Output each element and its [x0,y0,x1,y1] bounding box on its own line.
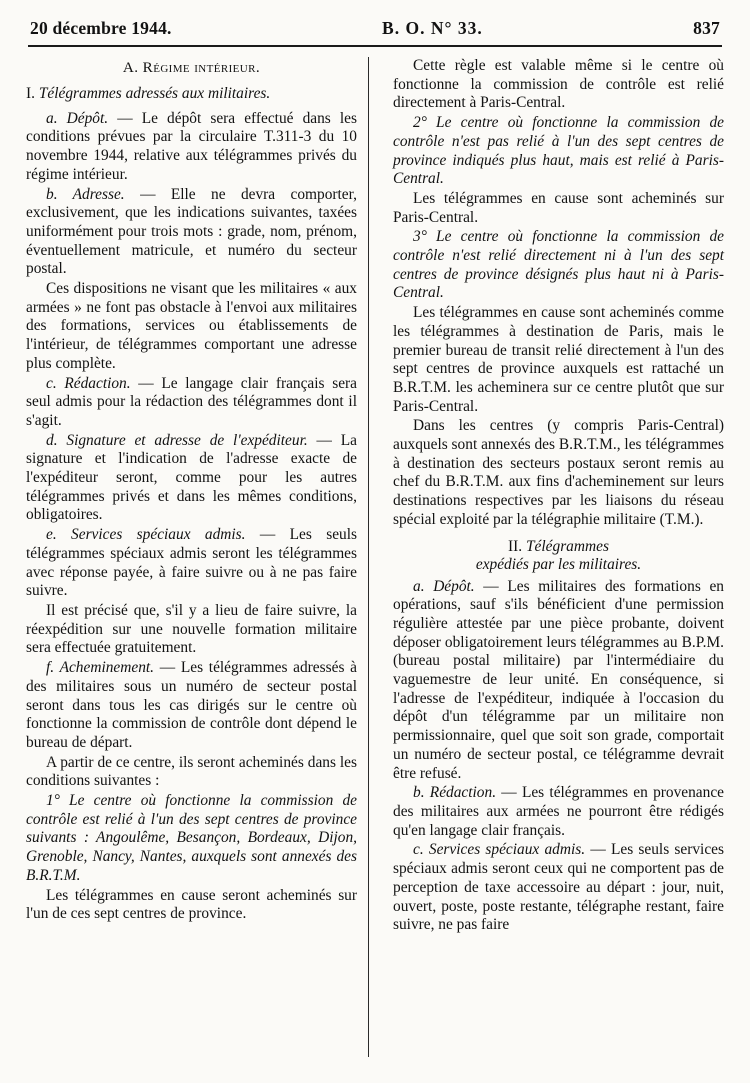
paragraph-b-adresse: b. Adresse. — Elle ne devra comporter, exclusivement, que les indications suivantes, taxées uniformément pour trois mots : grade, nom, prénom, éventuellement matricule, et numéro du secteur postal. [26,185,357,278]
paragraph-ii-b-redaction: b. Rédaction. — Les télégrammes en provenance des militaires aux armées ne pourront être rédigés qu'en langage clair français. [393,784,724,839]
part-title-ii-line2: expédiés par les militaires. [475,556,642,574]
part-heading-ii [393,538,724,575]
page-header [26,18,724,43]
paragraph-ii-a-depot: a. Dépôt. — Les militaires des formations en opérations, sauf s'ils bénéficient d'une permission régulière attestée par une pièce probante, doivent déposer obligatoirement leurs télégrammes au B.P.M. (bureau postal militaire) par l'intermédiaire du vaguemestre de leur unité. En conséquence, si l'adresse de l'expéditeur, indiquée à l'occasion du dépôt d'un télégramme par un militaire non permissionnaire, quel que soit son grade, comportait un numéro de secteur postal, ce télégramme devrait être refusé. [393,577,724,782]
paragraph-conditions-intro: A partir de ce centre, ils seront acheminés dans les conditions suivantes : [26,753,357,790]
paragraph-case-2: 2° Le centre où fonctionne la commission de contrôle n'est pas relié à l'un des sept centres de province indiqués plus haut, mais est relié à Paris-Central. [393,114,724,188]
paragraph-case-1-result: Les télégrammes en cause seront acheminés sur l'un de ces sept centres de province. [26,886,357,923]
paragraph-case-3-result: Les télégrammes en cause sont acheminés comme les télégrammes à destination de Paris, mais le premier bureau de transit relié directement à l'un des sept centres de province auxquels est rattaché un B.R.T.M. les acheminera sur ce centre plutôt que sur Paris-Central. [393,304,724,415]
paragraph-reexpedition: Il est précisé que, s'il y a lieu de faire suivre, la réexpédition sur une nouvelle formation militaire sera effectuée gratuitement. [26,601,357,657]
paragraph-case-3: 3° Le centre où fonctionne la commission de contrôle n'est relié directement ni à l'un des sept centres de province désignés plus haut ni à Paris-Central. [393,228,724,302]
header-date: 20 décembre 1944. [30,18,172,38]
section-title-regime-interieur: A. Régime intérieur. [122,59,261,76]
paragraph-dispositions: Ces dispositions ne visant que les militaires « aux armées » ne font pas obstacle à l'envoi aux militaires des formations, services ou établissements de l'intérieur, de télégrammes comportant une adresse plus complète. [26,280,357,372]
left-column [26,57,369,1057]
page-number: 837 [693,18,720,38]
paragraph-ii-c-services-speciaux: c. Services spéciaux admis. — Les seuls services spéciaux admis seront ceux qui ne comportent pas de perception de taxe accessoire au départ : jour, nuit, ouvert, poste, poste restante, télégraphe restant, faire suivre, ne pas faire [393,841,724,934]
paragraph-regle-valable: Cette règle est valable même si le centre où fonctionne la commission de contrôle est relié directement à Paris-Central. [393,57,724,112]
paragraph-c-redaction: c. Rédaction. — Le langage clair français sera seul admis pour la rédaction des télégrammes dont il s'agit. [26,374,357,429]
paragraph-case-1: 1° Le centre où fonctionne la commission de contrôle est relié à l'un des sept centres de province suivants : Angoulême, Besançon, Bordeaux, Dijon, Grenoble, Nancy, Nantes, auxquels sont annexés des B.R.T.M. [26,792,357,884]
paragraph-a-depot: a. Dépôt. — Le dépôt sera effectué dans les conditions prévues par la circulaire T.311-3 du 10 novembre 1944, relative aux télégrammes privés du régime intérieur. [26,109,357,183]
part-title-ii-line1: Télégrammes [526,537,609,555]
part-heading-i [26,85,357,104]
paragraph-f-acheminement: f. Acheminement. — Les télégrammes adressés à des militaires sous un numéro de secteur postal seront dans tous les cas dirigés sur le centre où fonctionne la commission de contrôle dont dépend le bureau de départ. [26,659,357,751]
paragraph-centres-brtm: Dans les centres (y compris Paris-Central) auxquels sont annexés des B.R.T.M., les télégrammes à destination des secteurs postaux seront remis au chef du B.R.T.M. aux fins d'acheminement sur leurs destinations respectives par les liaisons du réseau spécial exploité par la télégraphie militaire (T.M.). [393,417,724,528]
paragraph-case-2-result: Les télégrammes en cause sont acheminés sur Paris-Central. [393,189,724,226]
header-divider [28,45,722,47]
right-column [393,57,724,1057]
header-journal-reference: B. O. N° 33. [382,18,483,38]
part-number-i: I. [26,85,39,102]
part-title-i: Télégrammes adressés aux militaires. [38,85,271,102]
part-number-ii: II. [508,537,526,555]
paragraph-d-signature: d. Signature et adresse de l'expéditeur. — La signature et l'indication de l'adresse exacte de l'expéditeur seront, comme pour les autres télégrammes privés et dans les mêmes conditions, obligatoires. [26,431,357,524]
two-column-body [26,57,724,1057]
paragraph-e-services-speciaux: e. Services spéciaux admis. — Les seuls télégrammes spéciaux admis seront les télégrammes avec réponse payée, à faire suivre ou à ne pas faire suivre. [26,526,357,600]
